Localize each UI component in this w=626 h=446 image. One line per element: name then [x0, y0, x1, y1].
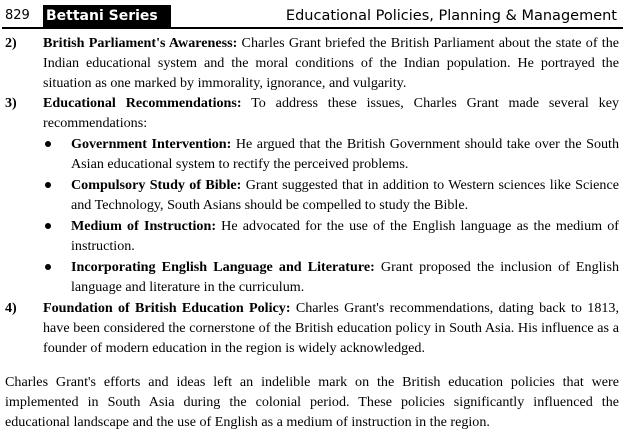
item-text: Charles Grant's recommendations, dating back to 1813, have been considered the cornerstone of the British education policy in South Asia. His influence as a founder of modern education in the region is widely acknowledged.	[43, 300, 619, 356]
page-header	[2, 5, 623, 29]
list-item-parliament-awareness	[5, 33, 619, 93]
item-term: British Parliament's Awareness:	[43, 35, 238, 51]
bullet-text: Grant proposed the inclusion of English language and literature in the curriculum.	[71, 259, 619, 295]
list-item-education-policy-foundation	[5, 298, 619, 358]
list-item-educational-recommendations	[5, 93, 619, 297]
bullet-term: Medium of Instruction:	[71, 218, 217, 234]
item-number: 2)	[5, 35, 17, 51]
bullet-text: He advocated for the use of the English language as the medium of instruction.	[71, 218, 619, 254]
item-term: Foundation of British Education Policy:	[43, 300, 291, 316]
item-term: Educational Recommendations:	[43, 95, 242, 111]
bullet-dot-icon	[45, 141, 51, 147]
item-text: Charles Grant briefed the British Parliament about the state of the Indian educational system and the moral conditions of the Indian population. He portrayed the situation as one marked by immorality, ignorance, and vulgarity.	[43, 35, 619, 91]
bullet-dot-icon	[45, 182, 51, 188]
bullet-item-english-literature	[43, 257, 619, 297]
bullet-term: Incorporating English Language and Literature:	[71, 259, 375, 275]
page-content	[5, 33, 619, 446]
bullet-item-bible-study	[43, 175, 619, 215]
recommendations-bullet-list	[43, 134, 619, 297]
bullet-item-medium-of-instruction	[43, 216, 619, 256]
bullet-text: He argued that the British Government should take over the South Asian educational system to rectify the perceived problems.	[71, 136, 620, 172]
bullet-item-government-intervention	[43, 134, 619, 174]
item-number: 4)	[5, 300, 17, 316]
conclusion-paragraph: Charles Grant's efforts and ideas left an indelible mark on the British education policies that were implemented in South Asia during the colonial period. These policies significantly influenced the educational landscape and the use of English as a medium of instruction in the region.	[5, 374, 619, 430]
page-number: 829	[5, 8, 30, 23]
bullet-dot-icon	[45, 223, 51, 229]
book-title: Educational Policies, Planning & Management	[285, 8, 617, 24]
series-name-badge: Bettani Series	[43, 5, 171, 27]
bullet-term: Government Intervention:	[71, 136, 232, 152]
item-text: To address these issues, Charles Grant made several key recommendations:	[43, 95, 619, 131]
bullet-text: Grant suggested that in addition to Western sciences like Science and Technology, South Asians should be compelled to study the Bible.	[71, 177, 619, 213]
bullet-term: Compulsory Study of Bible:	[71, 177, 242, 193]
item-number: 3)	[5, 95, 17, 111]
bullet-dot-icon	[45, 264, 51, 270]
